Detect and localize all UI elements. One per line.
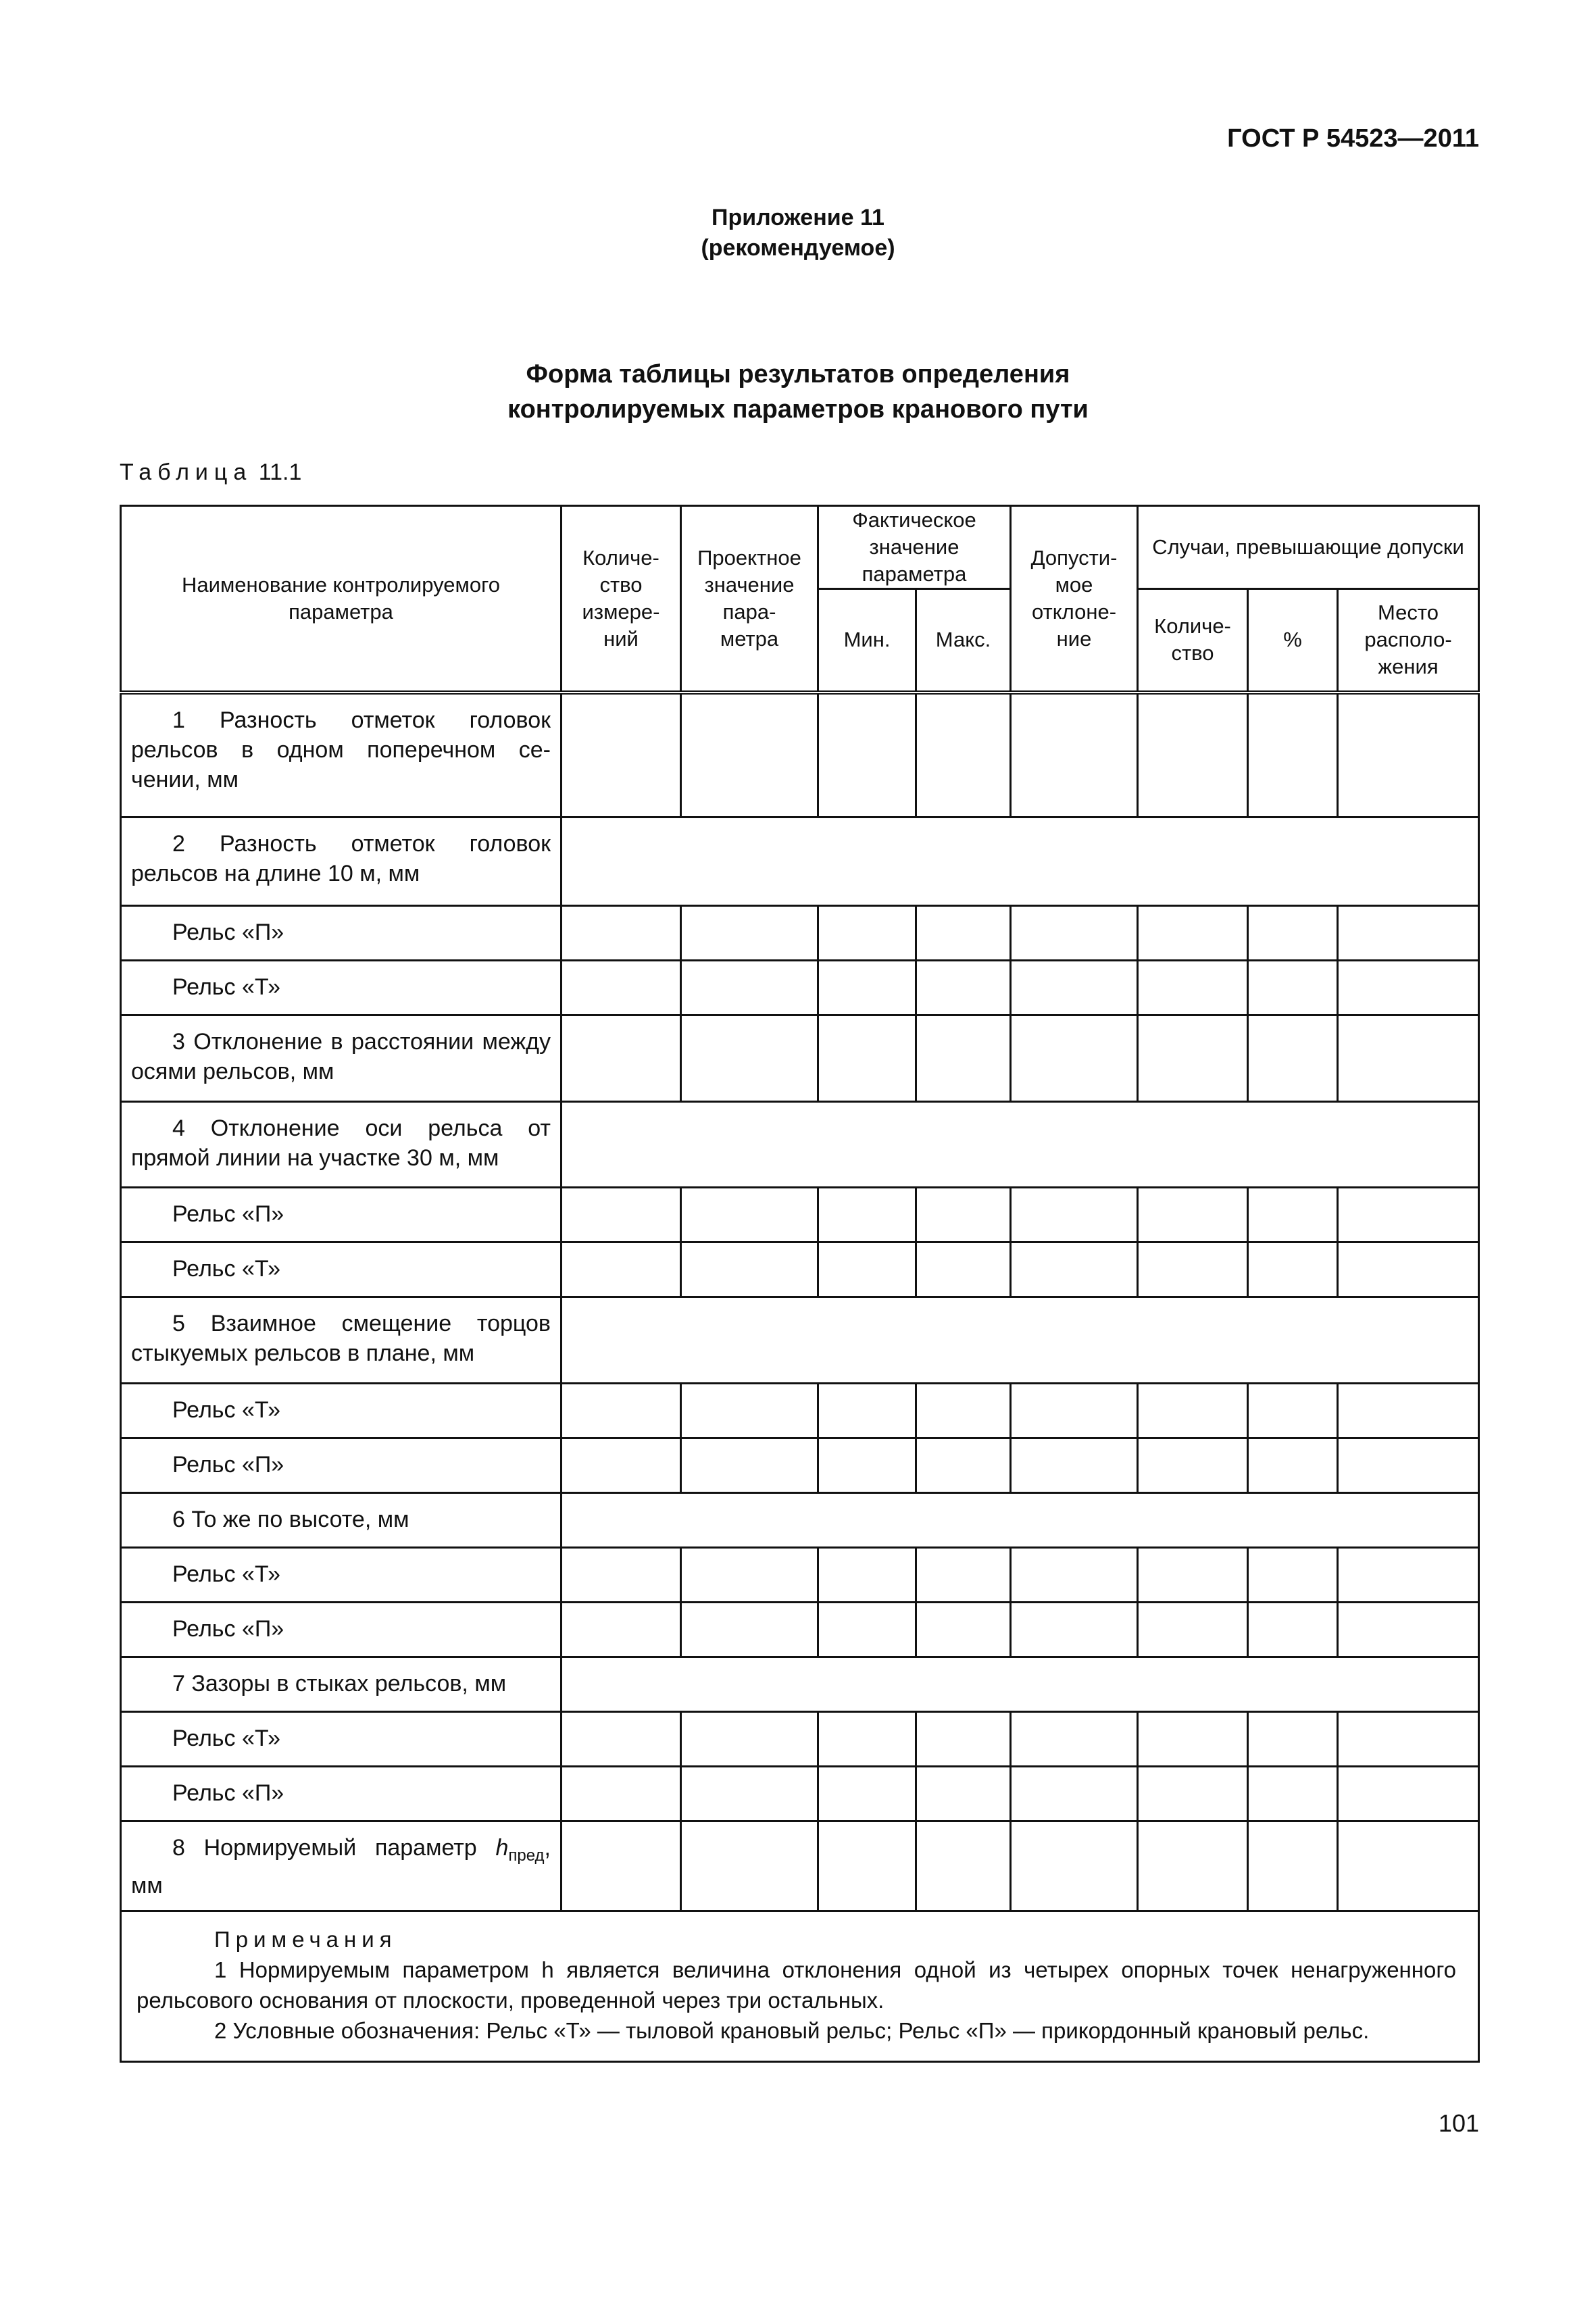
- table-cell: [1338, 906, 1479, 961]
- table-cell: [1138, 1438, 1248, 1493]
- table-cell: [681, 1712, 818, 1767]
- row-label: 5 Взаимное смещение торцов стыкуемых рельсов в плане, мм: [121, 1297, 562, 1384]
- table-cell: [1338, 1603, 1479, 1657]
- row-label-normalized-parameter: [121, 1821, 562, 1911]
- table-cell: [681, 1015, 818, 1102]
- table-cell-merged: [562, 1297, 1479, 1384]
- table-cell: [562, 1242, 681, 1297]
- table-cell: [562, 1438, 681, 1493]
- table-cell: [1338, 1188, 1479, 1242]
- table-row: [121, 1188, 1479, 1242]
- table-cell: [1248, 1015, 1338, 1102]
- table-cell: [1011, 1548, 1138, 1603]
- table-cell: [562, 1821, 681, 1911]
- table-row: [121, 1821, 1479, 1911]
- table-row: [121, 906, 1479, 961]
- table-cell: [562, 1384, 681, 1438]
- table-row: [121, 1603, 1479, 1657]
- row-label: Рельс «П»: [121, 1767, 562, 1821]
- document-code: ГОСТ Р 54523—2011: [1227, 124, 1479, 153]
- table-cell: [1011, 906, 1138, 961]
- table-row: [121, 1297, 1479, 1384]
- table-cell: [818, 961, 916, 1015]
- form-title-line-1: Форма таблицы результатов определения: [526, 360, 1070, 388]
- table-cell: [1138, 1603, 1248, 1657]
- table-cell: [1138, 693, 1248, 818]
- table-cell: [681, 1767, 818, 1821]
- row-label: 4 Отклонение оси рельса от прямой линии на участке 30 м, мм: [121, 1102, 562, 1188]
- table-cell: [562, 1015, 681, 1102]
- table-cell-merged: [562, 818, 1479, 906]
- table-caption-label: Таблица: [120, 459, 253, 485]
- header-design-value: Проектное значение пара- метра: [681, 506, 818, 693]
- header-actual-max: Макс.: [916, 589, 1011, 693]
- table-cell: [1138, 1548, 1248, 1603]
- table-cell: [1338, 1548, 1479, 1603]
- table-cell: [681, 1548, 818, 1603]
- header-exceeding-cases: Случаи, превышающие допуски: [1138, 506, 1479, 589]
- table-cell: [818, 1384, 916, 1438]
- results-table: [120, 505, 1480, 2063]
- table-cell: [916, 1188, 1011, 1242]
- table-cell: [916, 1712, 1011, 1767]
- table-cell-merged: [562, 1102, 1479, 1188]
- table-cell: [562, 961, 681, 1015]
- table-cell: [1011, 1438, 1138, 1493]
- row-label: 6 То же по высоте, мм: [121, 1493, 562, 1548]
- table-row: [121, 1493, 1479, 1548]
- table-cell: [818, 1015, 916, 1102]
- table-cell: [1248, 1242, 1338, 1297]
- table-row: [121, 1657, 1479, 1712]
- table-cell: [916, 1548, 1011, 1603]
- table-cell: [681, 1438, 818, 1493]
- table-cell: [562, 1603, 681, 1657]
- table-row: [121, 1438, 1479, 1493]
- table-cell: [916, 1603, 1011, 1657]
- table-cell: [1011, 1384, 1138, 1438]
- row-label: Рельс «Т»: [121, 961, 562, 1015]
- table-cell: [1338, 1821, 1479, 1911]
- table-row: [121, 1712, 1479, 1767]
- table-cell: [1011, 1188, 1138, 1242]
- header-cases-percent: %: [1248, 589, 1338, 693]
- table-cell: [681, 1242, 818, 1297]
- table-cell: [681, 693, 818, 818]
- table-cell: [681, 1384, 818, 1438]
- table-cell: [1338, 1712, 1479, 1767]
- table-cell: [916, 1767, 1011, 1821]
- table-cell: [1138, 1242, 1248, 1297]
- table-cell: [916, 693, 1011, 818]
- table-cell: [1011, 1821, 1138, 1911]
- table-cell: [681, 1603, 818, 1657]
- table-cell: [916, 906, 1011, 961]
- row-label: 3 Отклонение в расстоянии между осями рельсов, мм: [121, 1015, 562, 1102]
- table-cell: [818, 906, 916, 961]
- table-cell: [562, 693, 681, 818]
- table-cell: [1338, 961, 1479, 1015]
- table-cell: [1248, 1821, 1338, 1911]
- table-cell: [1248, 1188, 1338, 1242]
- header-actual-min: Мин.: [818, 589, 916, 693]
- table-cell: [1138, 1188, 1248, 1242]
- table-cell: [1138, 961, 1248, 1015]
- page-number: 101: [1438, 2109, 1479, 2137]
- table-cell: [562, 1712, 681, 1767]
- table-cell: [1338, 1015, 1479, 1102]
- table-cell: [916, 1384, 1011, 1438]
- table-cell: [681, 961, 818, 1015]
- table-cell: [1248, 961, 1338, 1015]
- table-cell: [1011, 1603, 1138, 1657]
- appendix-heading: [0, 203, 1596, 263]
- table-cell: [916, 1821, 1011, 1911]
- table-cell: [562, 1548, 681, 1603]
- table-cell: [916, 1242, 1011, 1297]
- table-cell: [1338, 1242, 1479, 1297]
- row-label: 1 Разность отметок головок рельсов в одном поперечном се- чении, мм: [121, 693, 562, 818]
- header-measurement-count: Количе- ство измере- ний: [562, 506, 681, 693]
- table-cell: [818, 1712, 916, 1767]
- row-label: Рельс «П»: [121, 1188, 562, 1242]
- table-row: [121, 1102, 1479, 1188]
- row-label: Рельс «П»: [121, 906, 562, 961]
- row-label: 2 Разность отметок головок рельсов на длине 10 м, мм: [121, 818, 562, 906]
- note-2: 2 Условные обозначения: Рельс «Т» — тыловой крановый рельс; Рельс «П» — прикордонный крановый рельс.: [214, 2018, 1370, 2043]
- row-label: Рельс «Т»: [121, 1384, 562, 1438]
- row-label-unit: , мм: [131, 1835, 551, 1898]
- header-cases-count: Количе- ство: [1138, 589, 1248, 693]
- table-cell: [1338, 1384, 1479, 1438]
- table-cell: [1138, 1712, 1248, 1767]
- row-label: Рельс «Т»: [121, 1242, 562, 1297]
- table-caption: [120, 459, 301, 486]
- table-cell: [1011, 1712, 1138, 1767]
- table-cell-merged: [562, 1493, 1479, 1548]
- table-row: [121, 1767, 1479, 1821]
- appendix-status: (рекомендуемое): [701, 235, 895, 261]
- table-cell: [1248, 1384, 1338, 1438]
- table-cell: [818, 1438, 916, 1493]
- table-cell: [1248, 1712, 1338, 1767]
- row-label: Рельс «Т»: [121, 1712, 562, 1767]
- table-cell: [1011, 961, 1138, 1015]
- table-cell: [1338, 1438, 1479, 1493]
- table-cell: [562, 1767, 681, 1821]
- header-actual-value: Фактическое значение параметра: [818, 506, 1011, 589]
- table-cell: [562, 1188, 681, 1242]
- table-row: [121, 1384, 1479, 1438]
- table-cell: [1248, 1438, 1338, 1493]
- notes-heading: Примечания: [214, 1927, 397, 1952]
- table-cell: [1011, 1242, 1138, 1297]
- table-cell: [681, 906, 818, 961]
- header-cases-location: Место располо- жения: [1338, 589, 1479, 693]
- table-cell: [818, 693, 916, 818]
- row-label: 7 Зазоры в стыках рельсов, мм: [121, 1657, 562, 1712]
- table-cell: [1248, 1767, 1338, 1821]
- header-parameter-name: Наименование контролируемого параметра: [121, 506, 562, 693]
- form-title: [0, 357, 1596, 427]
- table-cell: [916, 961, 1011, 1015]
- header-allowed-deviation: Допусти- мое отклоне- ние: [1011, 506, 1138, 693]
- h-symbol: h: [495, 1835, 509, 1861]
- table-cell: [562, 906, 681, 961]
- table-cell: [818, 1603, 916, 1657]
- h-subscript: пред: [508, 1846, 545, 1865]
- table-cell: [1338, 1767, 1479, 1821]
- table-caption-number: 11.1: [258, 459, 302, 485]
- table-cell: [1011, 1767, 1138, 1821]
- table-cell: [818, 1548, 916, 1603]
- table-row: [121, 693, 1479, 818]
- table-cell: [818, 1821, 916, 1911]
- table-cell: [1248, 1548, 1338, 1603]
- table-cell: [1138, 1384, 1248, 1438]
- row-label: Рельс «Т»: [121, 1548, 562, 1603]
- table-row: [121, 1548, 1479, 1603]
- table-cell: [1338, 693, 1479, 818]
- table-cell: [916, 1438, 1011, 1493]
- table-cell: [1248, 1603, 1338, 1657]
- table-cell: [681, 1821, 818, 1911]
- table-cell: [818, 1242, 916, 1297]
- table-cell: [1011, 693, 1138, 818]
- table-cell: [1138, 1015, 1248, 1102]
- table-cell: [818, 1188, 916, 1242]
- table-notes: [121, 1911, 1479, 2062]
- table-cell: [818, 1767, 916, 1821]
- table-cell: [1138, 1767, 1248, 1821]
- row-label: Рельс «П»: [121, 1438, 562, 1493]
- table-cell: [1138, 906, 1248, 961]
- note-1: 1 Нормируемым параметром h является величина отклонения одной из четырех опорных точек ненагруженного рельсового основания от плоскости, проведенной через три остальных.: [136, 1957, 1457, 2013]
- table-row: [121, 961, 1479, 1015]
- form-title-line-2: контролируемых параметров кранового пути: [507, 395, 1089, 424]
- table-cell: [1011, 1015, 1138, 1102]
- table-cell: [1248, 693, 1338, 818]
- table-row: [121, 1242, 1479, 1297]
- notes-row: [121, 1911, 1479, 2062]
- table-cell: [681, 1188, 818, 1242]
- table-row: [121, 818, 1479, 906]
- table-cell-merged: [562, 1657, 1479, 1712]
- table-cell: [1138, 1821, 1248, 1911]
- table-cell: [1248, 906, 1338, 961]
- row-label-text: 8 Нормируемый параметр: [172, 1835, 477, 1861]
- table-row: [121, 1015, 1479, 1102]
- table-cell: [916, 1015, 1011, 1102]
- row-label: Рельс «П»: [121, 1603, 562, 1657]
- appendix-title: Приложение 11: [712, 205, 884, 230]
